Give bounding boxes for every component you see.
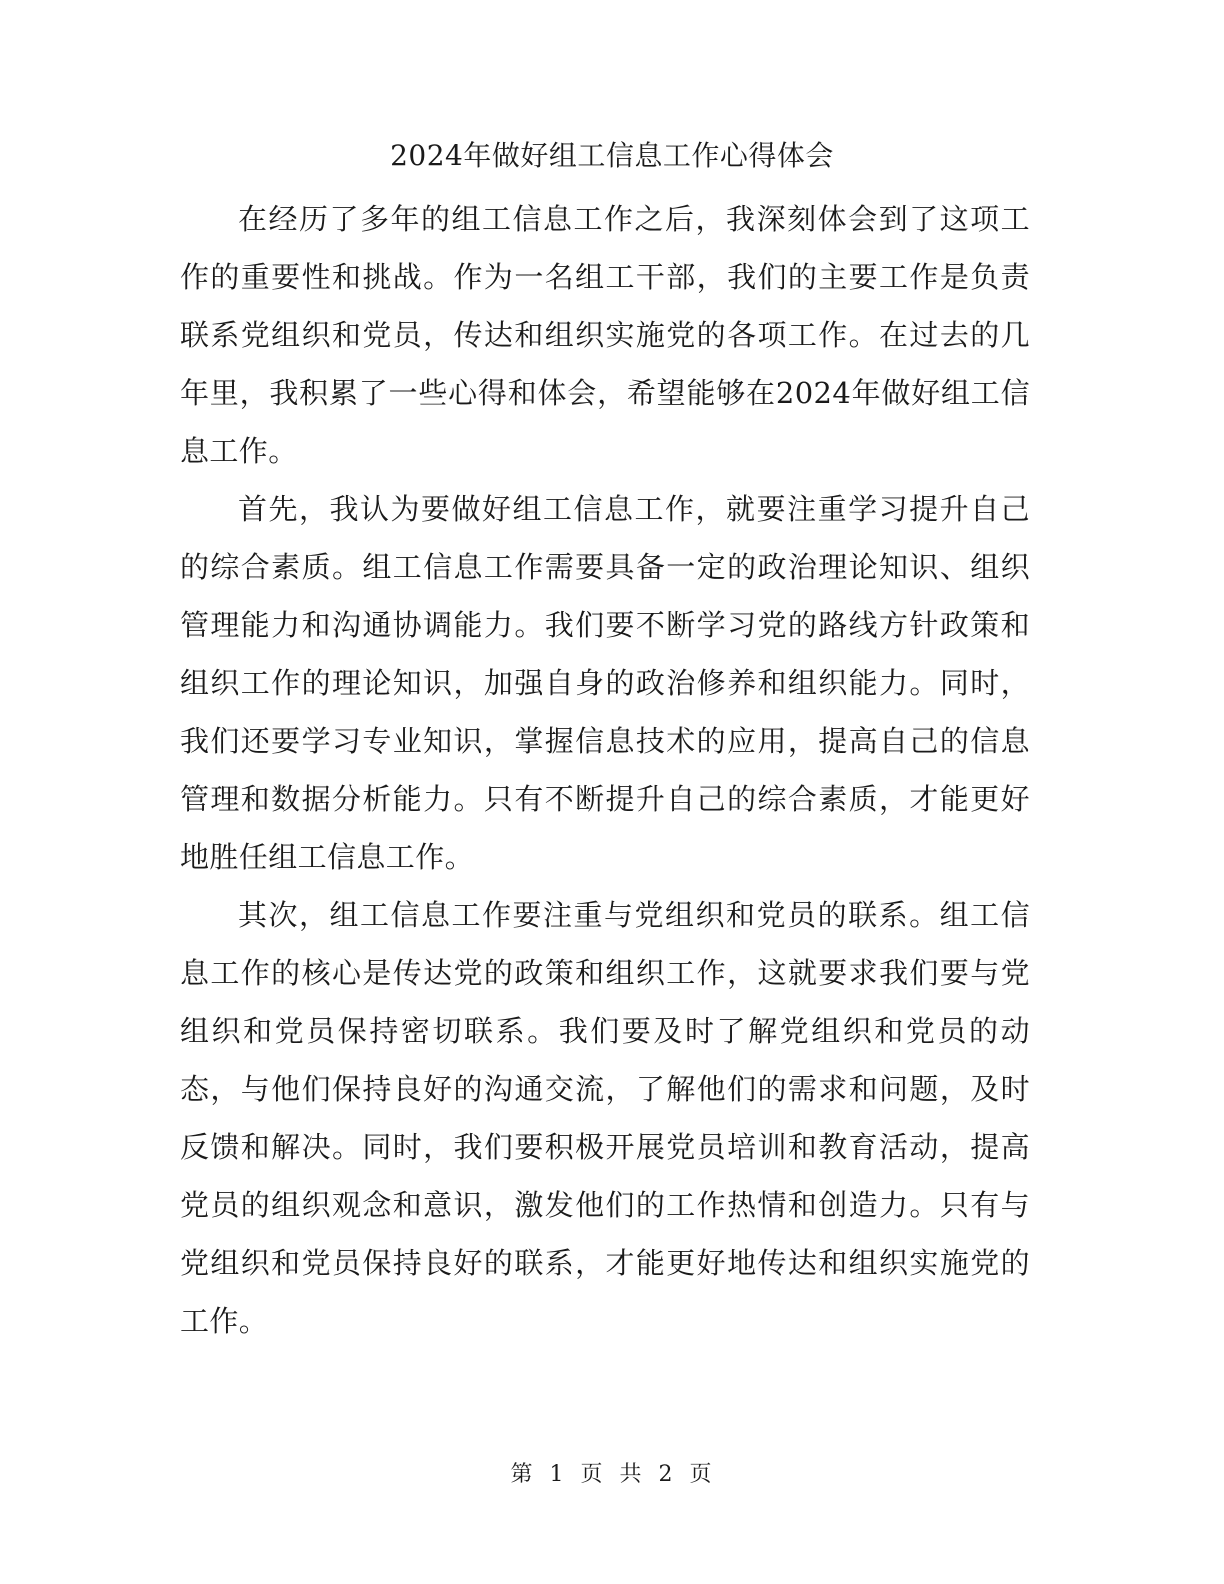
page-number-footer: 第 1 页 共 2 页 bbox=[510, 1462, 714, 1487]
paragraph-2: 首先，我认为要做好组工信息工作，就要注重学习提升自己的综合素质。组工信息工作需要具备一定的政治理论知识、组织管理能力和沟通协调能力。我们要不断学习党的路线方针政策和组织工作的理论知识，加强自身的政治修养和组织能力。同时，我们还要学习专业知识，掌握信息技术的应用，提高自己的信息管理和数据分析能力。只有不断提升自己的综合素质，才能更好地胜任组工信息工作。 bbox=[180, 492, 1030, 874]
paragraph-1: 在经历了多年的组工信息工作之后，我深刻体会到了这项工作的重要性和挑战。作为一名组工干部，我们的主要工作是负责联系党组织和党员，传达和组织实施党的各项工作。在过去的几年里，我积累了一些心得和体会，希望能够在2024年做好组工信息工作。 bbox=[180, 202, 1030, 468]
document-body bbox=[180, 190, 1030, 1350]
document-title: 2024年做好组工信息工作心得体会 bbox=[390, 139, 834, 172]
paragraph-3: 其次，组工信息工作要注重与党组织和党员的联系。组工信息工作的核心是传达党的政策和组织工作，这就要求我们要与党组织和党员保持密切联系。我们要及时了解党组织和党员的动态，与他们保持良好的沟通交流，了解他们的需求和问题，及时反馈和解决。同时，我们要积极开展党员培训和教育活动，提高党员的组织观念和意识，激发他们的工作热情和创造力。只有与党组织和党员保持良好的联系，才能更好地传达和组织实施党的工作。 bbox=[180, 898, 1030, 1338]
